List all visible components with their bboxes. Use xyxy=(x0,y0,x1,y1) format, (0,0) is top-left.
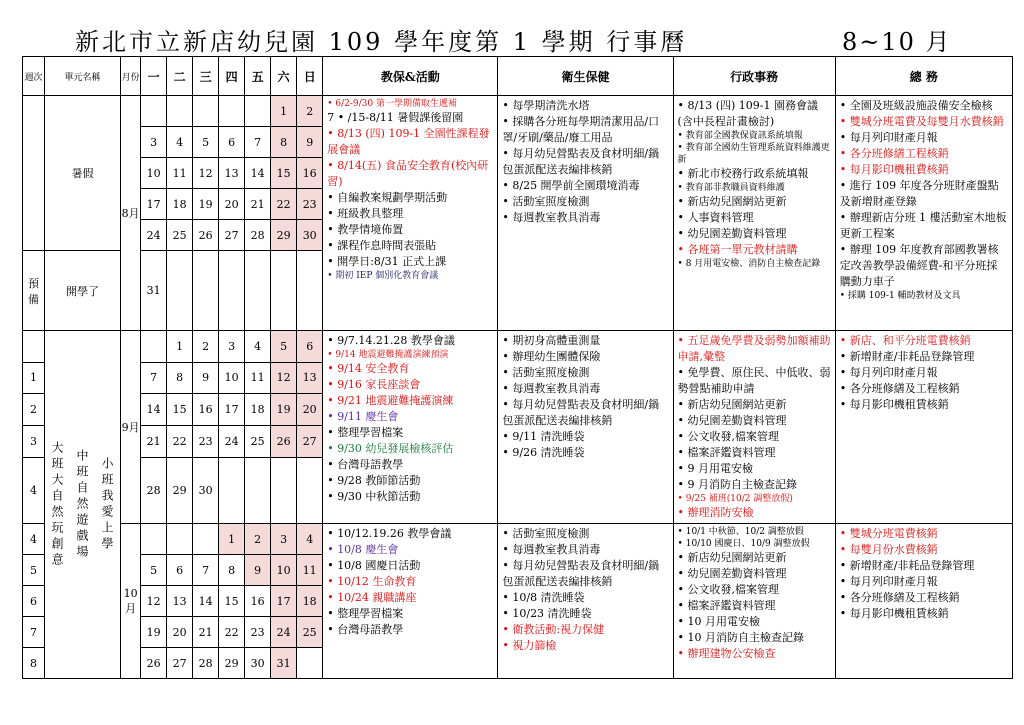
list-item: • 每月幼兒營點表及食材明細/鍋包蛋派配送表編排核銷 xyxy=(502,147,660,176)
day-cell: 26 xyxy=(193,220,219,251)
day-cell: 4 xyxy=(297,524,323,555)
day-cell: 19 xyxy=(141,617,167,648)
day-cell: 16 xyxy=(193,394,219,426)
list-item: • 10/8 國慶日活動 xyxy=(327,559,421,572)
list-item: • 9/25 補班(10/2 調整放假) xyxy=(677,494,793,504)
unit-class-name: 中班 xyxy=(75,448,90,481)
day-cell: 5 xyxy=(193,127,219,158)
day-cell: 24 xyxy=(141,220,167,251)
header-health: 衛生保健 xyxy=(498,57,673,96)
day-cell: 11 xyxy=(245,362,271,394)
day-cell: 28 xyxy=(141,457,167,523)
list-item: • 視力篩檢 xyxy=(502,639,557,652)
day-cell xyxy=(141,524,167,555)
day-cell: 14 xyxy=(193,586,219,617)
unit-class-name: 大班 xyxy=(50,440,65,473)
list-item: • 9/30 中秋節活動 xyxy=(327,490,421,503)
day-cell: 29 xyxy=(271,220,297,251)
list-item: • 辦理 109 年度教育部國教署核定改善教學設備經費-和平分班採購動力車子 xyxy=(839,243,999,288)
list-item: • 9 月用電安檢 xyxy=(677,462,754,475)
day-cell: 4 xyxy=(167,127,193,158)
day-cell: 13 xyxy=(167,586,193,617)
day-cell: 2 xyxy=(193,331,219,363)
day-cell: 23 xyxy=(245,617,271,648)
aug-admin-cell xyxy=(673,96,835,331)
list-item: • 每月影印機租費核銷 xyxy=(839,163,949,176)
unit-summer: 暑假 xyxy=(45,96,121,251)
list-item: • 全園及班級設施設備安全檢核 xyxy=(839,99,993,112)
day-cell: 9 xyxy=(245,555,271,586)
day-cell: 22 xyxy=(167,425,193,457)
unit-column xyxy=(99,441,116,569)
day-cell: 23 xyxy=(297,189,323,220)
list-item: • 每月影印機租賃核銷 xyxy=(839,398,949,411)
day-cell xyxy=(297,648,323,679)
day-cell xyxy=(167,251,193,331)
list-item: • 整理學習檔案 xyxy=(327,607,404,620)
list-item: • 10/24 親職講座 xyxy=(327,591,417,604)
day-cell: 25 xyxy=(297,617,323,648)
day-cell: 7 xyxy=(245,127,271,158)
list-item: • 各分班修繕工程核銷 xyxy=(839,147,949,160)
day-cell: 5 xyxy=(271,331,297,363)
list-item: • 新店幼兒園網站更新 xyxy=(677,398,787,411)
list-item: • 每月影印機租賃核銷 xyxy=(839,607,949,620)
day-cell: 4 xyxy=(245,331,271,363)
list-item: • 9/7.14.21.28 教學會議 xyxy=(327,334,455,347)
list-item: • 新店幼兒園網站更新 xyxy=(677,195,787,208)
list-item: • 每月幼兒營點表及食材明細/鍋包蛋派配送表編排核銷 xyxy=(502,398,660,427)
list-item: • 10/12 生命教育 xyxy=(327,575,417,588)
day-cell xyxy=(219,457,245,523)
day-cell: 22 xyxy=(219,617,245,648)
list-item: • 五足歲免學費及弱勢加額補助申請,彙整 xyxy=(677,334,831,363)
day-cell xyxy=(193,251,219,331)
list-item: • 10 月消防自主檢查記錄 xyxy=(677,631,805,644)
week-number: 5 xyxy=(23,555,45,586)
list-item: • 10 月用電安檢 xyxy=(677,615,761,628)
list-item: • 人事資料管理 xyxy=(677,211,754,224)
list-item: • 辦理消防安檢 xyxy=(677,506,754,519)
list-item: • 教育部非教職員資料維護 xyxy=(677,183,785,193)
list-item: • 每週教室教具消毒 xyxy=(502,543,601,556)
aug-activities-cell xyxy=(323,96,498,331)
list-item: • 8/13 (四) 109-1 全園性課程發展會議 xyxy=(327,127,490,156)
day-cell: 29 xyxy=(167,457,193,523)
month-aug: 8月 xyxy=(121,96,141,331)
list-item: • 辦理建物公安檢查 xyxy=(677,647,776,660)
week-cell xyxy=(23,331,45,363)
header-admin: 行政事務 xyxy=(673,57,835,96)
day-cell: 15 xyxy=(271,158,297,189)
list-item: • 辦理幼生團體保險 xyxy=(502,350,601,363)
header-day-mon: 一 xyxy=(141,57,167,96)
header-day-sun: 日 xyxy=(297,57,323,96)
day-cell: 29 xyxy=(219,648,245,679)
list-item: • 8/13 (四) 109-1 園務會議(含中長程計畫檢討) xyxy=(677,99,819,128)
list-item: • 教育部全國教保資訊系統填報 xyxy=(677,131,803,141)
day-cell: 3 xyxy=(271,524,297,555)
day-cell: 8 xyxy=(271,127,297,158)
day-cell: 17 xyxy=(141,189,167,220)
day-cell: 28 xyxy=(193,648,219,679)
header-day-wed: 三 xyxy=(193,57,219,96)
header-general: 總 務 xyxy=(835,57,1012,96)
table-row xyxy=(23,524,1013,555)
header-day-thu: 四 xyxy=(219,57,245,96)
day-cell: 28 xyxy=(245,220,271,251)
day-cell: 16 xyxy=(297,158,323,189)
week-number: 7 xyxy=(23,617,45,648)
week-cell xyxy=(23,96,45,251)
day-cell: 30 xyxy=(245,648,271,679)
list-item: • 9/14 地震避難掩護演練預演 xyxy=(327,350,449,360)
day-cell xyxy=(167,96,193,127)
day-cell xyxy=(193,96,219,127)
day-cell: 31 xyxy=(271,648,297,679)
list-item: • 檔案評鑑資料管理 xyxy=(677,446,776,459)
oct-general-cell xyxy=(835,524,1012,679)
list-item: • 每月列印財產月報 xyxy=(839,575,938,588)
header-month: 月份 xyxy=(121,57,141,96)
day-cell: 7 xyxy=(141,362,167,394)
list-item: • 期初身高體重測量 xyxy=(502,334,601,347)
day-cell: 10 xyxy=(271,555,297,586)
month-sep: 9月 xyxy=(121,331,141,524)
day-cell: 20 xyxy=(297,394,323,426)
list-item: • 採購各分班每學期清潔用品/口罩/牙刷/藥品/廢工用品 xyxy=(502,115,660,144)
list-item: • 進行 109 年度各分班財產盤點及新增財產登錄 xyxy=(839,179,999,208)
day-cell: 20 xyxy=(219,189,245,220)
day-cell: 5 xyxy=(141,555,167,586)
day-cell: 17 xyxy=(219,394,245,426)
list-item: • 免學費、原住民、中低收、弱勢營點補助申請 xyxy=(677,366,831,395)
day-cell: 25 xyxy=(167,220,193,251)
list-item: • 整理學習檔案 xyxy=(327,426,404,439)
day-cell: 6 xyxy=(167,555,193,586)
list-item: • 新店、和平分班電費核銷 xyxy=(839,334,971,347)
day-cell: 19 xyxy=(271,394,297,426)
aug-general-cell xyxy=(835,96,1012,331)
list-item: • 新北市校務行政系統填報 xyxy=(677,167,809,180)
day-cell: 10 xyxy=(141,158,167,189)
day-cell: 18 xyxy=(245,394,271,426)
list-item: • 新增財產/非耗品登錄管理 xyxy=(839,559,975,572)
list-item: • 每月幼兒營點表及食材明細/鍋包蛋派配送表編排核銷 xyxy=(502,559,660,588)
list-item: • 活動室照度檢測 xyxy=(502,527,590,540)
list-item: • 8/25 開學前全園環境消毒 xyxy=(502,179,640,192)
list-item: • 檔案評鑑資料管理 xyxy=(677,599,776,612)
day-cell: 14 xyxy=(245,158,271,189)
list-item: • 每雙月份水費核銷 xyxy=(839,543,938,556)
list-item: • 10/8 清洗睡袋 xyxy=(502,591,585,604)
day-cell xyxy=(245,96,271,127)
week-number: 3 xyxy=(23,425,45,457)
list-item: • 開學日:8/31 正式上課 xyxy=(327,255,447,268)
day-cell xyxy=(193,524,219,555)
unit-start: 開學了 xyxy=(45,251,121,331)
list-item: • 教學情境佈置 xyxy=(327,223,404,236)
list-item: • 公文收發,檔案管理 xyxy=(677,583,780,596)
unit-class-name: 小班 xyxy=(100,456,115,489)
list-item: • 課程作息時間表張貼 xyxy=(327,239,437,252)
day-cell: 12 xyxy=(193,158,219,189)
list-item: • 9 月消防自主檢查記錄 xyxy=(677,478,798,491)
list-item: • 10/1 中秋節、10/2 調整放假 xyxy=(677,527,804,537)
week-number: 2 xyxy=(23,394,45,426)
day-cell: 1 xyxy=(219,524,245,555)
list-item: • 9/26 清洗睡袋 xyxy=(502,446,585,459)
day-cell: 15 xyxy=(167,394,193,426)
list-item: • 每週教室教具消毒 xyxy=(502,382,601,395)
day-cell: 30 xyxy=(297,220,323,251)
day-cell: 21 xyxy=(141,425,167,457)
list-item: • 9/14 安全教育 xyxy=(327,362,410,375)
list-item: • 10/12.19.26 教學會議 xyxy=(327,527,452,540)
day-cell: 27 xyxy=(219,220,245,251)
day-cell: 26 xyxy=(271,425,297,457)
day-cell: 25 xyxy=(245,425,271,457)
list-item: • 公文收發,檔案管理 xyxy=(677,430,780,443)
day-cell: 2 xyxy=(245,524,271,555)
list-item: • 台灣母語教學 xyxy=(327,623,404,636)
header-week: 週次 xyxy=(23,57,45,96)
unit-theme-name: 我愛上學 xyxy=(100,488,115,553)
sep-activities-cell xyxy=(323,331,498,524)
list-item: • 8 月用電安檢、消防自主檢查記錄 xyxy=(677,259,821,269)
day-cell: 2 xyxy=(297,96,323,127)
list-item: • 期初 IEP 個別化教育會議 xyxy=(327,271,439,281)
calendar-title-bar xyxy=(0,0,1024,54)
list-item: • 自編教案規劃學期活動 xyxy=(327,191,448,204)
day-cell: 1 xyxy=(271,96,297,127)
day-cell xyxy=(167,524,193,555)
day-cell: 1 xyxy=(167,331,193,363)
list-item: • 每月列印財產月報 xyxy=(839,366,938,379)
list-item: • 各班第一單元教材請購 xyxy=(677,243,798,256)
list-item: • 台灣母語教學 xyxy=(327,458,404,471)
list-item: • 每月列印財產月報 xyxy=(839,131,938,144)
oct-health-cell xyxy=(498,524,673,679)
week-number: 8 xyxy=(23,648,45,679)
header-day-fri: 五 xyxy=(245,57,271,96)
day-cell xyxy=(141,96,167,127)
unit-themes xyxy=(45,441,120,569)
list-item: • 雙城分班電費及每雙月水費核銷 xyxy=(839,115,1004,128)
list-item: • 9/21 地震避難掩護演練 xyxy=(327,394,454,407)
day-cell: 30 xyxy=(193,457,219,523)
list-item: • 活動室照度檢測 xyxy=(502,366,590,379)
list-item: • 新增財產/非耗品登錄管理 xyxy=(839,350,975,363)
list-item: • 9/11 清洗睡袋 xyxy=(502,430,585,443)
list-item: • 9/11 慶生會 xyxy=(327,410,399,423)
day-cell: 9 xyxy=(297,127,323,158)
month-oct: 10月 xyxy=(121,524,141,679)
months-label: 8~10 月 xyxy=(842,28,952,56)
list-item: • 各分班修繕及工程核銷 xyxy=(839,382,960,395)
unit-column xyxy=(74,441,91,569)
unit-theme-name: 自然遊戲場 xyxy=(75,480,90,561)
day-cell xyxy=(141,331,167,363)
sep-health-cell xyxy=(498,331,673,524)
day-cell: 24 xyxy=(219,425,245,457)
week-number: 4 xyxy=(23,524,45,555)
list-item: • 9/28 教師節活動 xyxy=(327,474,421,487)
list-item: • 每週教室教具消毒 xyxy=(502,211,601,224)
day-cell: 13 xyxy=(219,158,245,189)
day-cell: 11 xyxy=(297,555,323,586)
day-cell: 24 xyxy=(271,617,297,648)
day-cell: 21 xyxy=(245,189,271,220)
table-row xyxy=(23,96,1013,127)
list-item: • 10/23 清洗睡袋 xyxy=(502,607,592,620)
day-cell: 10 xyxy=(219,362,245,394)
day-cell: 27 xyxy=(297,425,323,457)
list-item: • 各分班修繕及工程核銷 xyxy=(839,591,960,604)
day-cell: 31 xyxy=(141,251,167,331)
day-cell xyxy=(271,251,297,331)
sep-general-cell xyxy=(835,331,1012,524)
list-item: • 幼兒園差勤資料管理 xyxy=(677,414,787,427)
header-activities: 教保&活動 xyxy=(323,57,498,96)
day-cell: 7 xyxy=(193,555,219,586)
list-item: • 每學期清洗水塔 xyxy=(502,99,590,112)
calendar-body xyxy=(23,96,1013,679)
header-day-sat: 六 xyxy=(271,57,297,96)
day-cell: 21 xyxy=(193,617,219,648)
list-item: • 幼兒園差勤資料管理 xyxy=(677,227,787,240)
unit-theme-name: 大自然玩創意 xyxy=(50,472,65,569)
sep-admin-cell xyxy=(673,331,835,524)
day-cell: 27 xyxy=(167,648,193,679)
day-cell xyxy=(271,457,297,523)
list-item: • 雙城分班電費核銷 xyxy=(839,527,938,540)
day-cell: 16 xyxy=(245,586,271,617)
list-item: • 6/2-9/30 第一學期備取生遞補 xyxy=(327,99,457,109)
day-cell: 26 xyxy=(141,648,167,679)
list-item: • 教育部全國幼生管理系統資料維護更新 xyxy=(677,143,830,165)
day-cell: 22 xyxy=(271,189,297,220)
list-item: • 幼兒園差勤資料管理 xyxy=(677,567,787,580)
day-cell xyxy=(219,96,245,127)
day-cell: 18 xyxy=(297,586,323,617)
oct-admin-cell xyxy=(673,524,835,679)
school-calendar-table xyxy=(22,56,1013,679)
list-item: • 衛教活動:視力保健 xyxy=(502,623,605,636)
day-cell: 17 xyxy=(271,586,297,617)
day-cell: 8 xyxy=(167,362,193,394)
oct-activities-cell xyxy=(323,524,498,679)
day-cell: 8 xyxy=(219,555,245,586)
day-cell: 3 xyxy=(219,331,245,363)
list-item: • 9/30 幼兒發展檢核評估 xyxy=(327,442,454,455)
unit-prep: 預備 xyxy=(23,251,45,331)
header-unit: 單元名稱 xyxy=(45,57,121,96)
list-item: • 8/14(五) 食品安全教育(校內研習) xyxy=(327,159,489,188)
day-cell: 6 xyxy=(219,127,245,158)
list-item: • 10/8 慶生會 xyxy=(327,543,399,556)
day-cell: 12 xyxy=(141,586,167,617)
unit-column xyxy=(49,441,66,569)
day-cell: 19 xyxy=(193,189,219,220)
day-cell: 14 xyxy=(141,394,167,426)
day-cell xyxy=(219,251,245,331)
day-cell: 6 xyxy=(297,331,323,363)
list-item: • 辦理新店分班 1 樓活動室木地板更新工程案 xyxy=(839,211,1007,240)
aug-health-cell xyxy=(498,96,673,331)
day-cell: 15 xyxy=(219,586,245,617)
day-cell xyxy=(245,251,271,331)
list-item: • 採購 109-1 輔助教材及文具 xyxy=(839,291,961,301)
day-cell xyxy=(297,457,323,523)
list-item: 7 • /15-8/11 暑假課後留園 xyxy=(327,111,464,124)
day-cell: 12 xyxy=(271,362,297,394)
header-day-tue: 二 xyxy=(167,57,193,96)
day-cell: 18 xyxy=(167,189,193,220)
list-item: • 活動室照度檢測 xyxy=(502,195,590,208)
week-number: 6 xyxy=(23,586,45,617)
list-item: • 9/16 家長座談會 xyxy=(327,378,421,391)
calendar-title: 新北市立新店幼兒園 109 學年度第 1 學期 行事曆 xyxy=(75,28,688,56)
unit-theme xyxy=(45,331,121,679)
day-cell xyxy=(297,251,323,331)
day-cell: 23 xyxy=(193,425,219,457)
day-cell: 3 xyxy=(141,127,167,158)
table-row xyxy=(23,331,1013,363)
list-item: • 班級教具整理 xyxy=(327,207,404,220)
list-item: • 10/10 國慶日、10/9 調整放假 xyxy=(677,539,810,549)
day-cell: 11 xyxy=(167,158,193,189)
week-number: 1 xyxy=(23,362,45,394)
week-number: 4 xyxy=(23,457,45,523)
day-cell xyxy=(245,457,271,523)
day-cell: 13 xyxy=(297,362,323,394)
day-cell: 20 xyxy=(167,617,193,648)
list-item: • 新店幼兒園網站更新 xyxy=(677,551,787,564)
day-cell: 9 xyxy=(193,362,219,394)
